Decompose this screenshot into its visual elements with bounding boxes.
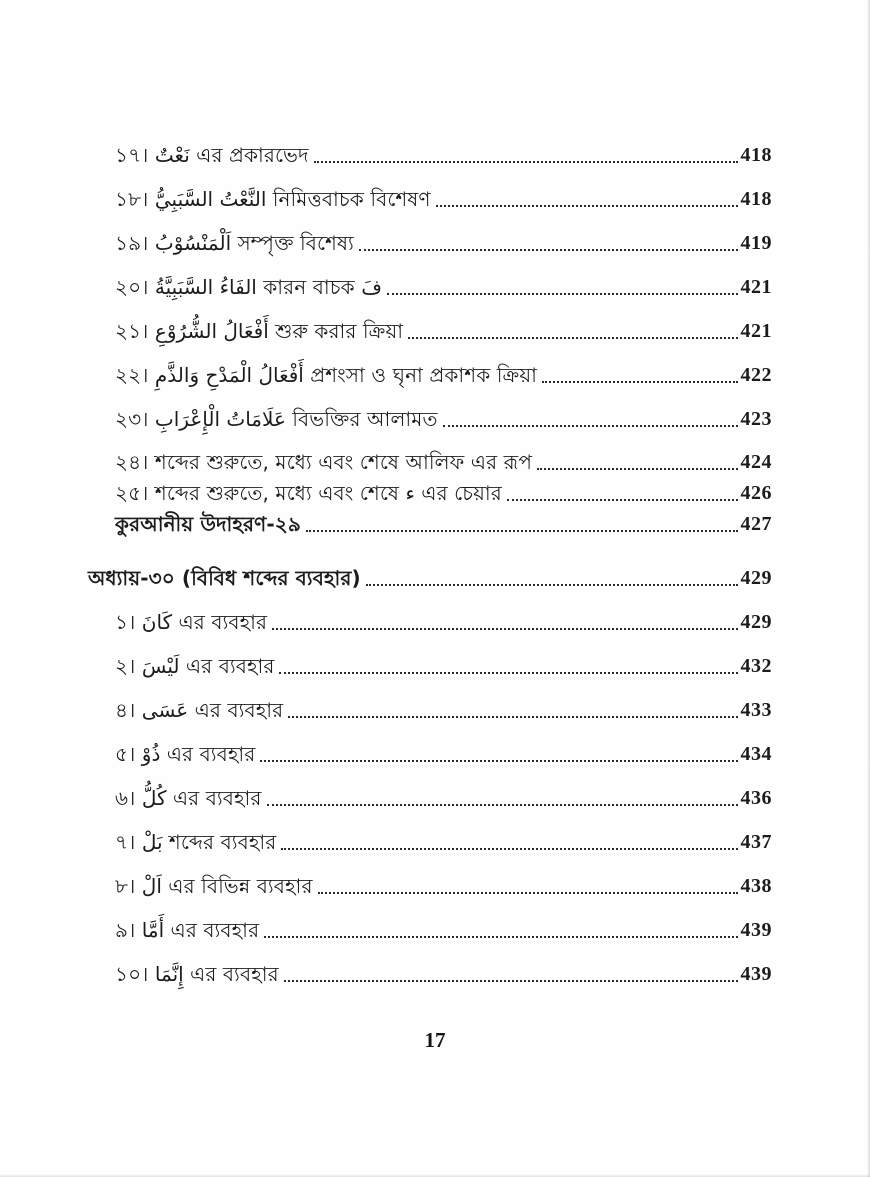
toc-entry-label: ৯। أَمَّا এর ব্যবহার <box>115 918 260 942</box>
toc-row <box>88 478 772 508</box>
toc-entry-page: 438 <box>740 875 772 897</box>
dotted-leader <box>408 337 737 339</box>
toc-row <box>88 959 772 989</box>
dotted-leader <box>443 425 738 427</box>
toc-row <box>88 783 772 813</box>
page-number: 17 <box>424 1028 446 1052</box>
toc-entry-label: ৬। كُلُّ এর ব্যবহার <box>115 786 262 810</box>
toc-row <box>88 360 772 390</box>
toc-entry-page: 436 <box>740 787 772 809</box>
toc-row <box>88 184 772 214</box>
toc-row <box>88 509 772 539</box>
toc-entry-label: ১০। إِنَّمَا এর ব্যবহার <box>115 962 279 986</box>
toc-entry-page: 434 <box>740 743 772 765</box>
dotted-leader <box>359 249 738 251</box>
dotted-leader <box>318 892 738 894</box>
toc-entry-label: ৪। عَسَى এর ব্যবহার <box>115 698 284 722</box>
dotted-leader <box>507 499 738 501</box>
toc-entry-label: ২২। أَفْعَالُ الْمَدْحِ وَالذَّمِ প্রশংসা ও ঘৃনা প্রকাশক ক্রিয়া <box>115 363 537 387</box>
dotted-leader <box>288 716 737 718</box>
toc-entry-label: ১। كَانَ এর ব্যবহার <box>115 610 268 634</box>
toc-row <box>88 272 772 302</box>
toc-entry-label: ২৩। عَلَامَاتُ الْإِعْرَابِ বিভক্তির আলামত <box>115 407 438 431</box>
toc-row <box>88 228 772 258</box>
dotted-leader <box>260 760 737 762</box>
toc-row <box>88 140 772 170</box>
dotted-leader <box>542 381 738 383</box>
dotted-leader <box>366 584 738 586</box>
toc-entry-page: 422 <box>740 364 772 386</box>
toc-entry-label: ২৫। শব্দের শুরুতে, মধ্যে এবং শেষে ء এর চেয়ার <box>115 481 502 505</box>
dotted-leader <box>387 293 738 295</box>
toc-entry-label: ২। لَيْسَ এর ব্যবহার <box>115 654 275 678</box>
toc-entry-label: ২০। الفَاءُ السَّبَبِيَّةُ কারন বাচক فَ <box>115 275 382 299</box>
toc-row <box>88 447 772 477</box>
toc-entry-page: 424 <box>740 451 772 473</box>
toc-entry-label: কুরআনীয় উদাহরণ-২৯ <box>115 512 301 536</box>
toc-entry-page: 421 <box>740 276 772 298</box>
toc-entry-page: 433 <box>740 699 772 721</box>
toc-entry-page: 437 <box>740 831 772 853</box>
toc-entry-page: 418 <box>740 188 772 210</box>
toc-row <box>88 607 772 637</box>
toc-row <box>88 651 772 681</box>
toc-entry-label: ১৭। نَعْتٌ এর প্রকারভেদ <box>115 143 309 167</box>
toc-entry-page: 419 <box>740 232 772 254</box>
toc-row <box>88 915 772 945</box>
dotted-leader <box>281 848 737 850</box>
toc-entry-page: 418 <box>740 144 772 166</box>
dotted-leader <box>264 936 737 938</box>
toc-entry-page: 429 <box>740 611 772 633</box>
toc-entry-page: 426 <box>740 482 772 504</box>
toc-entry-page: 432 <box>740 655 772 677</box>
toc-entry-label: ২১। أَفْعَالُ الشُّرُوْعِ শুরু করার ক্রিয়া <box>115 319 404 343</box>
dotted-leader <box>314 161 738 163</box>
toc-entry-label: ৮। اَلْ এর বিভিন্ন ব্যবহার <box>115 874 313 898</box>
dotted-leader <box>267 804 738 806</box>
toc-row <box>88 695 772 725</box>
toc-entry-label: ১৯। اَلْمَنْسُوْبُ সম্পৃক্ত বিশেষ্য <box>115 231 354 255</box>
toc-entry-page: 421 <box>740 320 772 342</box>
toc-entry-page: 439 <box>740 963 772 985</box>
toc-row <box>88 316 772 346</box>
toc-entry-label: ৭। بَلْ শব্দের ব্যবহার <box>115 830 277 854</box>
dotted-leader <box>279 672 737 674</box>
toc-row <box>88 871 772 901</box>
toc-entry-page: 423 <box>740 408 772 430</box>
toc-entry-page: 427 <box>740 513 772 535</box>
toc-row <box>88 827 772 857</box>
toc-entry-label: ৫। ذُوْ এর ব্যবহার <box>115 742 256 766</box>
dotted-leader <box>436 205 738 207</box>
toc-entry-label: অধ্যায়-৩০ (বিবিধ শব্দের ব্যবহার) <box>88 566 361 590</box>
toc-row <box>88 404 772 434</box>
toc-row <box>88 739 772 769</box>
toc-entry-page: 439 <box>740 919 772 941</box>
table-of-contents <box>88 140 772 1003</box>
dotted-leader <box>537 468 737 470</box>
dotted-leader <box>306 530 738 532</box>
toc-entry-page: 429 <box>740 567 772 589</box>
dotted-leader <box>284 980 738 982</box>
toc-entry-label: ২৪। শব্দের শুরুতে, মধ্যে এবং শেষে আলিফ এর রূপ <box>115 450 533 474</box>
dotted-leader <box>272 628 737 630</box>
toc-row <box>88 563 772 593</box>
toc-entry-label: ১৮। النَّعْتُ السَّبَبِيُّ নিমিত্তবাচক বিশেষণ <box>115 187 431 211</box>
